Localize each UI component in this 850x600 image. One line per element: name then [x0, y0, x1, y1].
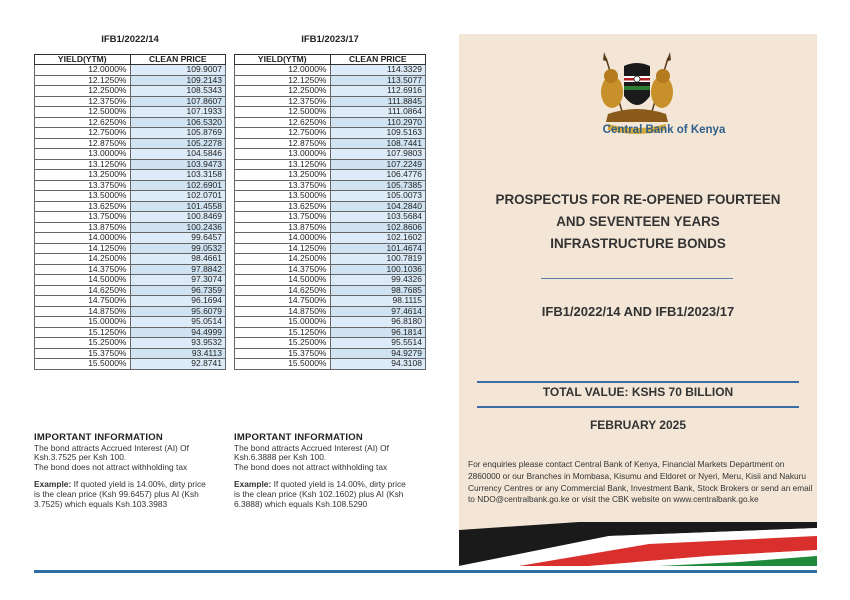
bottom-rule: [34, 570, 817, 573]
yield-cell: 12.5000%: [235, 107, 331, 118]
table-row: [235, 201, 426, 212]
left-bond-heading: IFB1/2022/14: [101, 34, 159, 45]
yield-cell: 13.8750%: [235, 222, 331, 233]
yield-cell: 12.8750%: [35, 138, 131, 149]
table-row: [235, 338, 426, 349]
yield-cell: 14.2500%: [235, 254, 331, 265]
clean-price-cell: 92.8741: [130, 359, 226, 370]
clean-price-cell: 97.8842: [130, 264, 226, 275]
table-row: [235, 138, 426, 149]
table-row: [35, 306, 226, 317]
clean-price-cell: 96.8180: [330, 317, 426, 328]
yield-cell: 13.6250%: [235, 201, 331, 212]
clean-price-cell: 114.3329: [330, 65, 426, 76]
yield-cell: 13.5000%: [35, 191, 131, 202]
cover-panel: [459, 34, 817, 566]
table-row: [35, 170, 226, 181]
table-row: [235, 149, 426, 160]
clean-price-cell: 102.6901: [130, 180, 226, 191]
yield-cell: 14.5000%: [235, 275, 331, 286]
table-row: [235, 359, 426, 370]
yield-cell: 14.0000%: [235, 233, 331, 244]
table-row: [35, 285, 226, 296]
table-row: [235, 96, 426, 107]
clean-price-cell: 102.1602: [330, 233, 426, 244]
clean-price-cell: 96.7359: [130, 285, 226, 296]
clean-price-cell: 93.9532: [130, 338, 226, 349]
table-row: [235, 285, 426, 296]
yield-cell: 12.8750%: [235, 138, 331, 149]
yield-cell: 12.6250%: [235, 117, 331, 128]
table-row: [35, 212, 226, 223]
yield-cell: 14.1250%: [35, 243, 131, 254]
yield-cell: 13.2500%: [235, 170, 331, 181]
table-row: [35, 75, 226, 86]
table-row: [235, 86, 426, 97]
clean-price-cell: 107.8607: [130, 96, 226, 107]
yield-cell: 14.7500%: [235, 296, 331, 307]
yield-cell: 15.1250%: [235, 327, 331, 338]
yield-cell: 14.2500%: [35, 254, 131, 265]
clean-price-cell: 97.4614: [330, 306, 426, 317]
yield-cell: 13.5000%: [235, 191, 331, 202]
total-rule-top: [477, 381, 799, 383]
table-row: [35, 327, 226, 338]
clean-price-column-header: CLEAN PRICE: [330, 55, 426, 65]
clean-price-cell: 94.4999: [130, 327, 226, 338]
yield-cell: 13.7500%: [35, 212, 131, 223]
yield-cell: 13.0000%: [35, 149, 131, 160]
yield-column-header: YIELD(YTM): [35, 55, 131, 65]
yield-cell: 14.3750%: [35, 264, 131, 275]
yield-cell: 13.8750%: [35, 222, 131, 233]
table-row: [35, 275, 226, 286]
clean-price-cell: 100.1036: [330, 264, 426, 275]
table-row: [35, 201, 226, 212]
table-row: [235, 348, 426, 359]
title-divider: [541, 278, 733, 279]
withholding-tax-text: The bond does not attract withholding tax: [34, 461, 188, 472]
clean-price-cell: 94.3108: [330, 359, 426, 370]
table-row: [35, 107, 226, 118]
clean-price-cell: 105.0073: [330, 191, 426, 202]
clean-price-cell: 108.7441: [330, 138, 426, 149]
clean-price-cell: 113.5077: [330, 75, 426, 86]
yield-cell: 12.0000%: [35, 65, 131, 76]
clean-price-cell: 109.5163: [330, 128, 426, 139]
yield-cell: 14.3750%: [235, 264, 331, 275]
info-heading: IMPORTANT INFORMATION: [234, 432, 363, 443]
table-row: [35, 159, 226, 170]
table-row: [35, 338, 226, 349]
kenya-flag-stripes-icon: [459, 522, 817, 566]
yield-cell: 12.3750%: [35, 96, 131, 107]
example-body: If quoted yield is 14.00%, dirty price is the clean price (Ksh 102.1602) plus AI (Ksh 6.3888) which equals Ksh.108.5290: [234, 479, 406, 509]
left-bond-section: [34, 34, 226, 370]
clean-price-cell: 100.8469: [130, 212, 226, 223]
yield-cell: 12.2500%: [235, 86, 331, 97]
yield-cell: 15.0000%: [35, 317, 131, 328]
clean-price-cell: 104.2840: [330, 201, 426, 212]
table-row: [235, 128, 426, 139]
table-row: [35, 296, 226, 307]
table-row: [35, 222, 226, 233]
table-row: [35, 243, 226, 254]
bond-codes: IFB1/2022/14 AND IFB1/2023/17: [541, 304, 735, 319]
table-row: [235, 180, 426, 191]
withholding-tax-text: The bond does not attract withholding tax: [234, 461, 388, 472]
info-heading: IMPORTANT INFORMATION: [34, 432, 163, 443]
clean-price-cell: 98.7685: [330, 285, 426, 296]
prospectus-title: [459, 189, 817, 255]
clean-price-cell: 101.4674: [330, 243, 426, 254]
example-label: Example:: [234, 479, 272, 490]
title-line: INFRASTRUCTURE BONDS: [550, 236, 726, 251]
table-row: [35, 254, 226, 265]
table-row: [235, 254, 426, 265]
yield-cell: 13.6250%: [35, 201, 131, 212]
yield-cell: 12.6250%: [35, 117, 131, 128]
clean-price-cell: 99.4326: [330, 275, 426, 286]
clean-price-cell: 103.5684: [330, 212, 426, 223]
yield-cell: 13.1250%: [35, 159, 131, 170]
clean-price-cell: 109.9007: [130, 65, 226, 76]
clean-price-cell: 110.2970: [330, 117, 426, 128]
table-row: [35, 96, 226, 107]
clean-price-cell: 109.2143: [130, 75, 226, 86]
clean-price-cell: 104.5846: [130, 149, 226, 160]
yield-cell: 15.3750%: [235, 348, 331, 359]
table-row: [35, 149, 226, 160]
yield-cell: 12.2500%: [35, 86, 131, 97]
clean-price-cell: 105.2278: [130, 138, 226, 149]
yield-cell: 13.3750%: [235, 180, 331, 191]
table-header-row: [35, 55, 226, 65]
clean-price-cell: 97.3074: [130, 275, 226, 286]
table-row: [35, 317, 226, 328]
clean-price-cell: 106.5320: [130, 117, 226, 128]
table-header-row: [235, 55, 426, 65]
table-row: [235, 75, 426, 86]
clean-price-cell: 105.7385: [330, 180, 426, 191]
mid-bond-section: [234, 34, 426, 370]
clean-price-cell: 98.1115: [330, 296, 426, 307]
table-row: [235, 306, 426, 317]
yield-cell: 12.1250%: [235, 75, 331, 86]
total-rule-bottom: [477, 406, 799, 408]
table-row: [235, 170, 426, 181]
table-row: [35, 86, 226, 97]
mid-important-information: [234, 433, 414, 509]
clean-price-cell: 96.1814: [330, 327, 426, 338]
clean-price-cell: 99.6457: [130, 233, 226, 244]
yield-cell: 12.7500%: [235, 128, 331, 139]
clean-price-cell: 103.9473: [130, 159, 226, 170]
clean-price-cell: 102.0701: [130, 191, 226, 202]
yield-cell: 14.5000%: [35, 275, 131, 286]
table-row: [35, 65, 226, 76]
yield-cell: 15.1250%: [35, 327, 131, 338]
yield-cell: 14.8750%: [235, 306, 331, 317]
yield-column-header: YIELD(YTM): [235, 55, 331, 65]
clean-price-cell: 95.5514: [330, 338, 426, 349]
yield-cell: 13.1250%: [235, 159, 331, 170]
yield-cell: 13.2500%: [35, 170, 131, 181]
accrued-interest-text: The bond attracts Accrued Interest (AI) Of Ksh.3.7525 per Ksh 100.: [34, 442, 190, 463]
yield-cell: 15.3750%: [35, 348, 131, 359]
clean-price-cell: 100.7819: [330, 254, 426, 265]
example-body: If quoted yield is 14.00%, dirty price is the clean price (Ksh 99.6457) plus AI (Ksh 3.7525) which equals Ksh.103.3983: [34, 479, 206, 509]
clean-price-cell: 98.4661: [130, 254, 226, 265]
title-line: AND SEVENTEEN YEARS: [556, 214, 720, 229]
yield-cell: 14.7500%: [35, 296, 131, 307]
clean-price-cell: 93.4113: [130, 348, 226, 359]
table-row: [235, 222, 426, 233]
table-row: [235, 191, 426, 202]
yield-cell: 15.5000%: [35, 359, 131, 370]
table-row: [35, 191, 226, 202]
table-row: [235, 159, 426, 170]
clean-price-column-header: CLEAN PRICE: [130, 55, 226, 65]
table-row: [235, 275, 426, 286]
enquiry-text: For enquiries please contact Central Bank of Kenya, Financial Markets Department on 2860000 or our Branches in Mombasa, Kisumu and Eldoret or Nyeri, Meru, Kisii and Nakuru Currency Centres or any Commercial Bank, Investment Bank, Stock Brokers or send an email to NDO@centralbank.go.ke or visit the CBK website on www.centralbank.go.ke: [468, 459, 813, 505]
clean-price-cell: 95.6079: [130, 306, 226, 317]
yield-cell: 15.2500%: [35, 338, 131, 349]
table-row: [235, 243, 426, 254]
table-row: [35, 264, 226, 275]
clean-price-cell: 101.4558: [130, 201, 226, 212]
example-label: Example:: [34, 479, 72, 490]
clean-price-cell: 112.6916: [330, 86, 426, 97]
table-row: [35, 180, 226, 191]
mid-price-table: [234, 54, 426, 370]
clean-price-cell: 99.0532: [130, 243, 226, 254]
table-row: [235, 65, 426, 76]
left-price-table: [34, 54, 226, 370]
total-value: TOTAL VALUE: KSHS 70 BILLION: [542, 385, 734, 399]
clean-price-cell: 103.3158: [130, 170, 226, 181]
yield-cell: 14.0000%: [35, 233, 131, 244]
table-row: [235, 117, 426, 128]
yield-cell: 12.0000%: [235, 65, 331, 76]
yield-cell: 12.1250%: [35, 75, 131, 86]
yield-cell: 13.7500%: [235, 212, 331, 223]
clean-price-cell: 108.5343: [130, 86, 226, 97]
table-row: [235, 233, 426, 244]
issue-month: FEBRUARY 2025: [589, 418, 687, 432]
yield-cell: 14.6250%: [35, 285, 131, 296]
yield-cell: 12.5000%: [35, 107, 131, 118]
clean-price-cell: 111.0864: [330, 107, 426, 118]
table-row: [35, 138, 226, 149]
yield-cell: 13.0000%: [235, 149, 331, 160]
title-line: PROSPECTUS FOR RE-OPENED FOURTEEN: [495, 192, 781, 207]
yield-cell: 15.0000%: [235, 317, 331, 328]
clean-price-cell: 102.8606: [330, 222, 426, 233]
table-row: [35, 233, 226, 244]
bank-name: Central Bank of Kenya: [602, 124, 726, 136]
clean-price-cell: 105.8769: [130, 128, 226, 139]
clean-price-cell: 107.2249: [330, 159, 426, 170]
clean-price-cell: 94.9279: [330, 348, 426, 359]
left-important-information: [34, 433, 214, 509]
clean-price-cell: 100.2436: [130, 222, 226, 233]
table-row: [35, 117, 226, 128]
table-row: [235, 264, 426, 275]
table-row: [35, 128, 226, 139]
table-row: [235, 107, 426, 118]
yield-cell: 15.5000%: [235, 359, 331, 370]
clean-price-cell: 106.4776: [330, 170, 426, 181]
yield-cell: 14.6250%: [235, 285, 331, 296]
mid-bond-heading: IFB1/2023/17: [301, 34, 359, 45]
table-row: [235, 327, 426, 338]
example-text: [234, 480, 414, 509]
accrued-interest-text: The bond attracts Accrued Interest (AI) Of Ksh.6.3888 per Ksh 100.: [234, 442, 390, 463]
clean-price-cell: 111.8845: [330, 96, 426, 107]
example-text: [34, 480, 214, 509]
clean-price-cell: 107.9803: [330, 149, 426, 160]
yield-cell: 14.1250%: [235, 243, 331, 254]
table-row: [35, 348, 226, 359]
table-row: [235, 317, 426, 328]
yield-cell: 12.7500%: [35, 128, 131, 139]
yield-cell: 15.2500%: [235, 338, 331, 349]
table-row: [235, 212, 426, 223]
clean-price-cell: 95.0514: [130, 317, 226, 328]
yield-cell: 12.3750%: [235, 96, 331, 107]
clean-price-cell: 107.1933: [130, 107, 226, 118]
yield-cell: 13.3750%: [35, 180, 131, 191]
table-row: [235, 296, 426, 307]
yield-cell: 14.8750%: [35, 306, 131, 317]
table-row: [35, 359, 226, 370]
clean-price-cell: 96.1694: [130, 296, 226, 307]
